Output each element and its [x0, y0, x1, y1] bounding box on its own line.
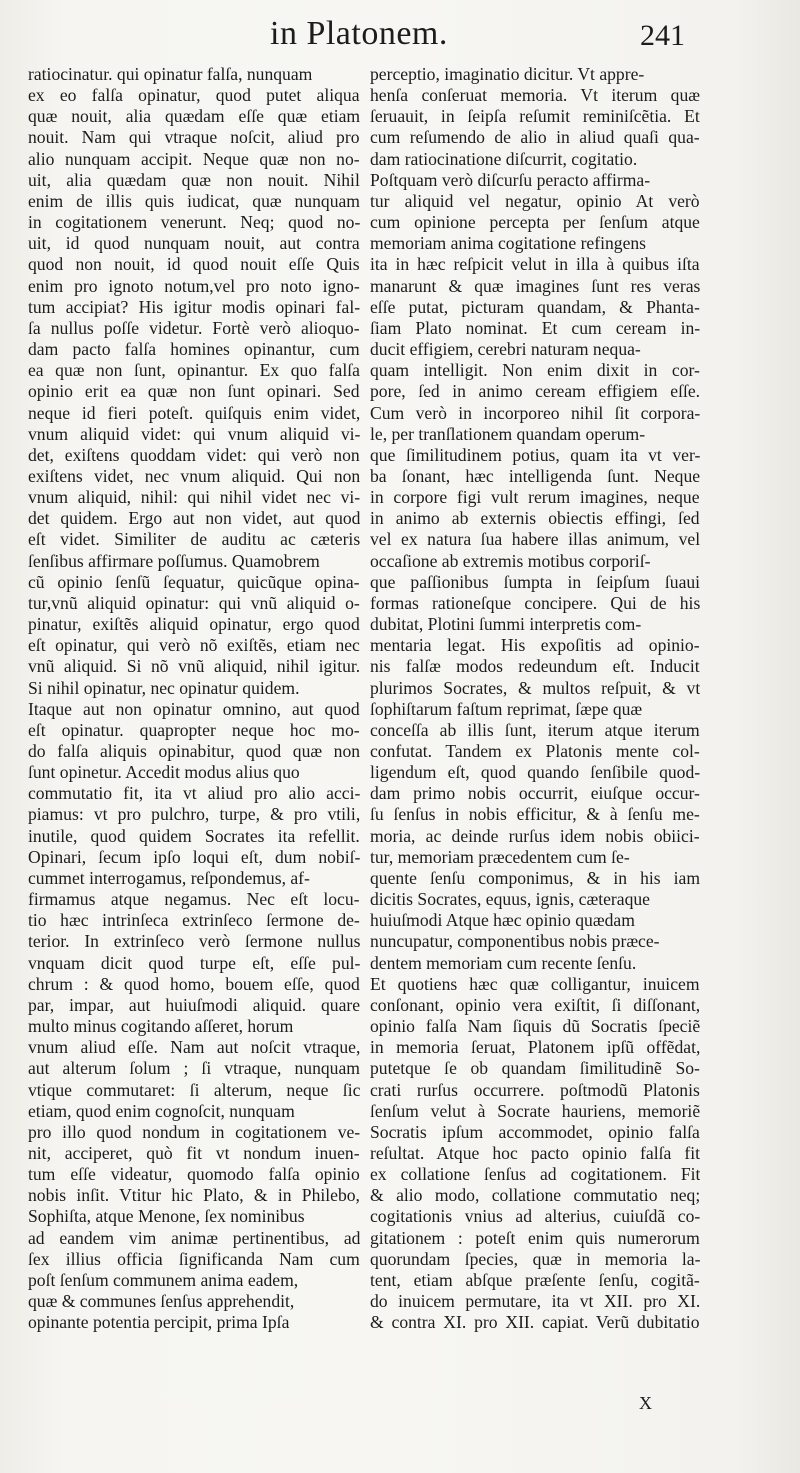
text-line: tur,vnũ aliquid opinatur: qui vnũ aliquid o-: [28, 592, 360, 613]
text-line: ſiam Plato nominat. Et cum ceream in-: [370, 317, 700, 338]
text-line: cummet interrogamus, reſpondemus, af-: [28, 867, 310, 888]
text-line: ſenſibus affirmare poſſumus. Quamobrem: [28, 550, 320, 571]
text-line: ex eo falſa opinatur, quod putet aliqua: [28, 85, 360, 106]
text-line: conſonant, opinio vera exiſtit, ſi diſſonant,: [370, 994, 700, 1015]
catchword: X: [639, 1393, 652, 1413]
text-line: reſultat. Atque hoc pacto opinio falſa fit: [370, 1142, 700, 1163]
text-line: multo minus cogitando aſſeret, horum: [28, 1016, 294, 1037]
text-line: moria, ac deinde rurſus idem nobis obiici-: [370, 825, 700, 846]
text-line: ba ſonant, hæc intelligenda ſunt. Neque: [370, 465, 700, 486]
text-line: vtique commutaret: ſi alterum, neque ſic: [28, 1079, 360, 1100]
text-line: memoriam anima cogitatione refingens: [370, 233, 647, 254]
text-line: ita in hæc reſpicit velut in illa à quibus iſta: [370, 254, 700, 275]
text-line: ratiocinatur. qui opinatur falſa, nunquam: [28, 64, 313, 84]
text-line: Cum verò in incorporeo nihil ſit corpora-: [370, 402, 700, 423]
text-line: cum reſumendo de alio in aliud quaſi qua-: [370, 127, 700, 148]
text-line: enim pro ignoto notum,vel pro noto igno-: [28, 275, 360, 296]
text-line: do inuicem permutare, ita vt XII. pro XI.: [370, 1291, 700, 1312]
text-line: ſophiſtarum faſtum reprimat, ſæpe quæ: [370, 698, 643, 719]
text-line: neque id fieri poteſt. quiſquis enim videt,: [28, 402, 360, 423]
text-line: formas rationeſque concipere. Qui de his: [370, 592, 700, 613]
text-line: ex collatione ſenſus ad cogitationem. Fit: [370, 1164, 700, 1185]
text-line: vnum aliquid videt: qui vnum aliquid vi-: [28, 423, 360, 444]
text-line: in cogitationem venerunt. Neq; quod no-: [28, 212, 360, 233]
text-line: crati rurſus occurrere. poſtmodũ Platonis: [370, 1079, 700, 1100]
text-line: nit, acciperet, quò fit vt nondum inuen-: [28, 1142, 360, 1163]
text-line: occaſione ab extremis motibus corporiſ-: [370, 550, 651, 571]
text-line: nuncupatur, componentibus nobis præce-: [370, 931, 660, 952]
text-line: opinio erit ea quæ non ſunt opinari. Sed: [28, 381, 360, 402]
text-line: ad eandem vim animæ pertinentibus, ad: [28, 1227, 360, 1248]
text-line: ſeruauit, in ſeipſa reſumit reminiſcẽtia. Et: [370, 106, 700, 127]
text-line: commutatio fit, ita vt aliud pro alio acci-: [28, 783, 360, 804]
text-line: gitationem : poteſt enim quis numerorum: [370, 1227, 700, 1248]
text-line: quorundam ſpecies, quæ in memoria la-: [370, 1248, 700, 1269]
text-line: eſt opinatur. quapropter neque hoc mo-: [28, 719, 360, 740]
text-line: eſt videt. Similiter de auditu ac cæteris: [28, 529, 360, 550]
text-line: det quidem. Ergo aut non videt, aut quod: [28, 508, 360, 529]
text-line: le, per tranſlationem quandam operum-: [370, 423, 646, 444]
text-line: do falſa aliquis opinabitur, quod quæ non: [28, 741, 360, 761]
text-line: confutat. Tandem ex Platonis mente col-: [370, 741, 700, 761]
text-line: poſt ſenſum communem anima eadem,: [28, 1269, 299, 1290]
text-line: firmamus atque negamus. Nec eſt locu-: [28, 889, 360, 910]
page-number: 241: [640, 19, 685, 52]
text-line: que paſſionibus ſumpta in ſeipſum ſuaui: [370, 571, 700, 592]
text-line: uit, id quod nunquam nouit, aut contra: [28, 233, 360, 254]
text-line: cogitationis vnius ad alterius, cuiuſdã co-: [370, 1206, 700, 1227]
text-line: ſu ſenſus in nobis efficitur, & à ſenſu me-: [370, 804, 700, 825]
text-line: quæ nouit, alia quædam eſſe quæ etiam: [28, 106, 360, 127]
text-line: Et quotiens hæc quæ colligantur, inuicem: [370, 973, 700, 994]
text-line: eſt opinatur, qui verò nõ exiſtẽs, etiam nec: [28, 635, 360, 656]
text-line: ſa nullus poſſe videtur. Fortè verò alioquo-: [28, 317, 360, 338]
text-line: henſa conſeruat memoria. Vt iterum quæ: [370, 85, 700, 106]
text-line: pro illo quod nondum in cogitationem ve-: [28, 1121, 360, 1142]
text-line: ſunt opinetur. Accedit modus alius quo: [28, 762, 300, 783]
text-line: perceptio, imaginatio dicitur. Vt appre-: [370, 64, 645, 84]
text-line: alio nunquam accipit. Neque quæ non no-: [28, 148, 360, 169]
text-line: terior. In extrinſeco verò ſermone nullus: [28, 931, 360, 952]
text-line: in animo ab externis obiectis effingi, ſed: [370, 508, 700, 529]
text-line: ea quæ non ſunt, opinantur. Ex quo falſa: [28, 360, 360, 381]
text-line: vel ex natura ſua habere illas animum, vel: [370, 529, 700, 550]
text-line: chrum : & quod homo, bouem eſſe, quod: [28, 973, 360, 994]
text-line: vnquam dicit quod turpe eſt, eſſe pul-: [28, 952, 360, 973]
text-line: ſex illius officia ſignificanda Nam cum: [28, 1248, 360, 1269]
text-line: vnũ aliquid. Si nõ vnũ aliquid, nihil igitur.: [28, 656, 360, 677]
text-line: nobis inſit. Vtitur hic Plato, & in Philebo,: [28, 1185, 360, 1206]
text-line: pinatur, exiſtẽs aliquid opinatur, ergo quod: [28, 614, 360, 635]
text-line: dubitat, Plotini ſummi interpretis com-: [370, 614, 642, 635]
text-line: & alio modo, collatione commutatio neq;: [370, 1185, 700, 1206]
text-line: det, exiſtens quoddam videt: qui verò non: [28, 444, 360, 465]
text-line: tum accipiat? His igitur modis opinari fal-: [28, 296, 360, 317]
text-line: ligendum eſt, quod quando ſenſibile quod-: [370, 762, 700, 783]
text-line: vnum aliud eſſe. Nam aut noſcit vtraque,: [28, 1037, 360, 1058]
text-line: conceſſa ab illis ſunt, iterum atque iterum: [370, 719, 700, 740]
text-line: cũ opinio ſenſũ ſequatur, quicũque opina-: [28, 571, 360, 592]
text-line: in memoria ſeruat, Platonem ipſũ offẽdat,: [370, 1037, 700, 1058]
text-line: cum opinione percepta per ſenſum atque: [370, 212, 700, 233]
text-line: tur, memoriam præcedentem cum ſe-: [370, 846, 630, 867]
text-line: Opinari, ſecum ipſo loqui eſt, dum nobiſ-: [28, 846, 360, 867]
text-line: enim de illis quis iudicat, quæ nunquam: [28, 190, 360, 211]
text-line: tent, etiam abſque præſente ſenſu, cogitã-: [370, 1269, 700, 1290]
text-line: dicitis Socrates, equus, ignis, cæteraque: [370, 889, 650, 910]
text-line: tio hæc intrinſeca extrinſeco ſermone de-: [28, 910, 360, 931]
text-line: quente ſenſu componimus, & in his iam: [370, 867, 700, 888]
text-line: opinio falſa Nam ſiquis dũ Socratis ſpeciẽ: [370, 1016, 700, 1037]
text-line: nouit. Nam qui vtraque noſcit, aliud pro: [28, 127, 360, 148]
left-text-column: [28, 64, 360, 1333]
text-line: par, impar, aut huiuſmodi aliquid. quare: [28, 994, 360, 1015]
text-line: manarunt & quæ imagines ſunt res veras: [370, 275, 700, 296]
text-line: eſſe putat, picturam quandam, & Phanta-: [370, 296, 700, 317]
text-line: aut alterum ſolum ; ſi vtraque, nunquam: [28, 1058, 360, 1079]
text-line: tum eſſe videatur, quomodo falſa opinio: [28, 1164, 360, 1185]
text-line: vnum aliquid, nihil: qui nihil videt nec vi-: [28, 487, 360, 508]
running-head: in Platonem.: [270, 15, 448, 52]
text-line: ſenſum velut à Socrate hauriens, memoriẽ: [370, 1100, 700, 1121]
text-line: uit, alia quædam quæ non nouit. Nihil: [28, 169, 360, 190]
text-line: huiuſmodi Atque hæc opinio quædam: [370, 910, 635, 931]
text-line: quæ & communes ſenſus apprehendit,: [28, 1291, 295, 1312]
text-line: inutile, quod quidem Socrates ita refellit.: [28, 825, 360, 846]
text-line: ducit effigiem, cerebri naturam nequa-: [370, 339, 641, 360]
text-line: Poſtquam verò diſcurſu peracto affirma-: [370, 169, 651, 190]
text-line: Socratis ipſum accommodet, opinio falſa: [370, 1121, 700, 1142]
text-line: mentaria legat. His expoſitis ad opinio-: [370, 635, 700, 656]
text-line: quam intelligit. Non enim dixit in cor-: [370, 360, 700, 381]
text-line: putetque ſe ob quandam ſimilitudinẽ So-: [370, 1058, 700, 1079]
text-line: opinante potentia percipit, prima Ipſa: [28, 1312, 290, 1333]
text-line: exiſtens videt, nec vnum aliquid. Qui non: [28, 465, 360, 486]
right-text-column: [370, 64, 700, 1333]
text-line: nis falſæ modos redeundum eſt. Inducit: [370, 656, 700, 677]
text-line: in corpore figi vult rerum imagines, neque: [370, 487, 700, 508]
text-line: pore, ſed in animo ceream effigiem eſſe.: [370, 381, 700, 402]
text-line: tur aliquid vel negatur, opinio At verò: [370, 190, 700, 211]
text-line: quod non nouit, id quod nouit eſſe Quis: [28, 254, 360, 275]
text-line: dentem memoriam cum recente ſenſu.: [370, 952, 637, 973]
text-line: dam pacto falſa homines opinantur, cum: [28, 339, 360, 360]
text-line: Si nihil opinatur, nec opinatur quidem.: [28, 677, 300, 698]
text-line: etiam, quod enim cognoſcit, nunquam: [28, 1100, 295, 1121]
text-line: piamus: vt pro pulchro, turpe, & pro vtili,: [28, 804, 360, 825]
text-line: Sophiſta, atque Menone, ſex nominibus: [28, 1206, 305, 1227]
text-line: plurimos Socrates, & multos reſpuit, & vt: [370, 677, 700, 698]
text-line: & contra XI. pro XII. capiat. Verũ dubitatio: [370, 1312, 700, 1333]
text-line: que ſimilitudinem potius, quam ita vt ver-: [370, 444, 700, 465]
text-line: Itaque aut non opinatur omnino, aut quod: [28, 698, 360, 719]
text-line: dam ratiocinatione diſcurrit, cogitatio.: [370, 148, 638, 169]
text-line: dam primo nobis occurrit, eiuſque occur-: [370, 783, 700, 804]
